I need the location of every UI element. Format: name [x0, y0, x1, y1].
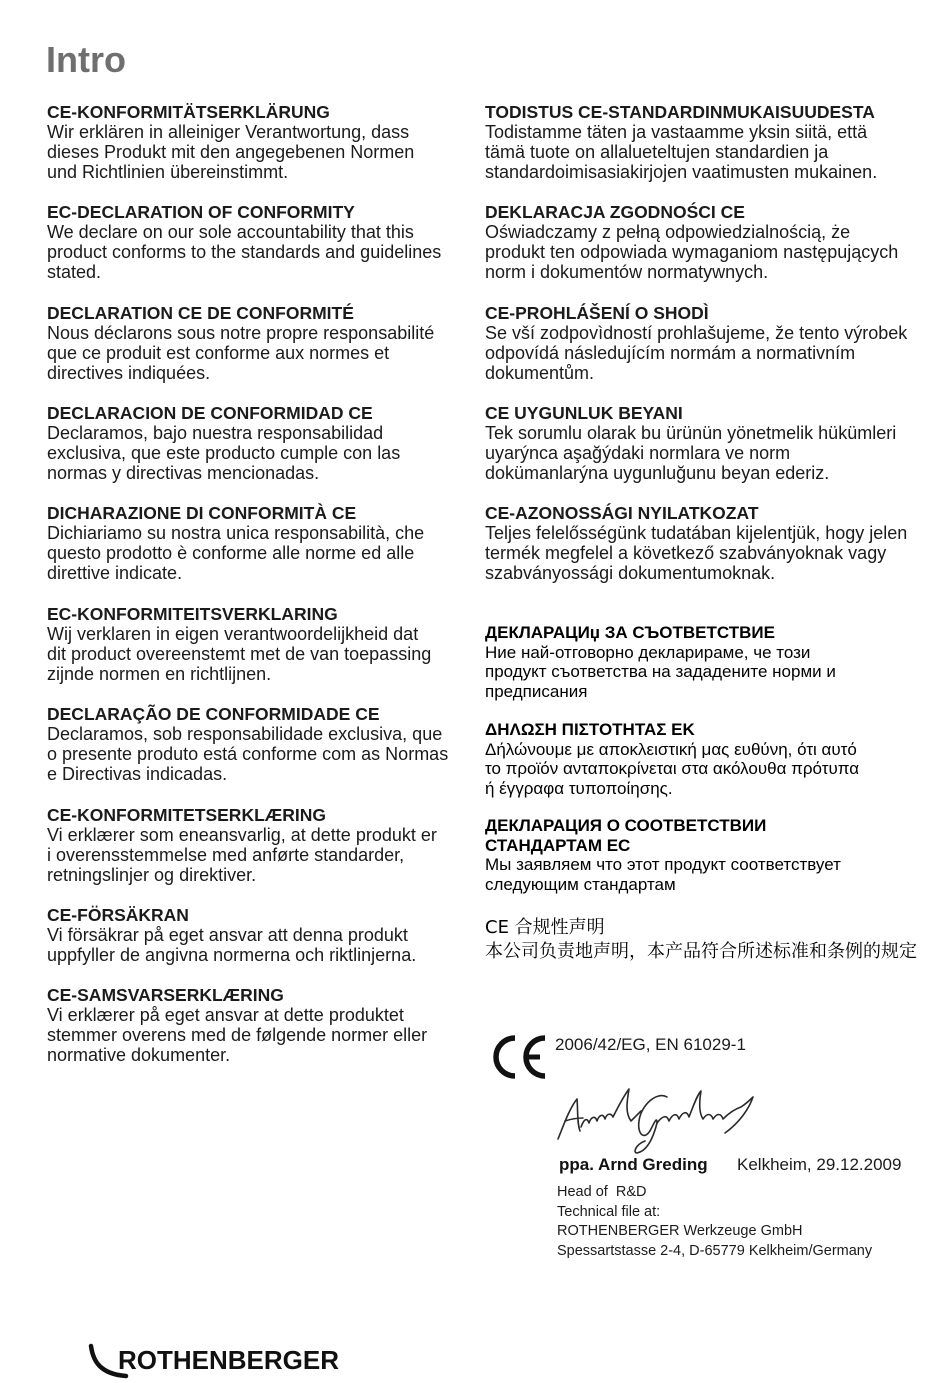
section-line: dieses Produkt mit den angegebenen Normen — [47, 142, 415, 162]
section-line: que ce produit est conforme aux normes et — [47, 343, 390, 363]
section-line: Dichiariamo su nostra unica responsabilità, che — [47, 523, 425, 543]
signatory-details — [557, 1183, 872, 1261]
section-line: normas y directivas mencionadas. — [47, 463, 320, 483]
declaration-pl — [485, 202, 898, 282]
section-line: Ние най-отговорно декларираме, че този — [485, 642, 811, 662]
standards-reference: 2006/42/EG, EN 61029-1 — [555, 1035, 746, 1054]
section-line: produkt ten odpowiada wymaganiom następujących — [485, 242, 899, 262]
section-line: dokümanlarýna uygunluğunu beyan ederiz. — [485, 463, 830, 483]
section-line: Wir erklären in alleiniger Verantwortung, dass — [47, 122, 410, 142]
signatory-detail-line: Spessartstasse 2-4, D-65779 Kelkheim/Germany — [557, 1242, 873, 1259]
section-line: Oświadczamy z pełną odpowiedzialnością, że — [485, 222, 851, 242]
section-line: Declaramos, bajo nuestra responsabilidad — [47, 423, 384, 443]
section-line: questo prodotto è conforme alle norme ed alle — [47, 543, 415, 563]
signature — [553, 1083, 758, 1158]
declaration-fr — [47, 303, 434, 383]
declaration-da — [47, 805, 437, 885]
declaration-de — [47, 102, 414, 182]
section-line: следующим стандартам — [485, 874, 676, 894]
section-line: tämä tuote on allalueteltujen standardien ja — [485, 142, 829, 162]
section-heading: DEKLARACJA ZGODNOŚCI CE — [485, 202, 745, 222]
section-line: dit product overeenstemt met de van toepassing — [47, 644, 432, 664]
signatory-place-date: Kelkheim, 29.12.2009 — [737, 1155, 902, 1174]
section-line: Vi erklærer på eget ansvar at dette produktet — [47, 1005, 404, 1025]
section-line: Todistamme täten ja vastaamme yksin siitä, että — [485, 122, 868, 142]
ce-mark-icon — [485, 1033, 549, 1081]
section-line: directives indiquées. — [47, 363, 211, 383]
declaration-cs — [485, 303, 907, 383]
section-heading: CE 合规性声明 — [485, 917, 605, 938]
section-line: product conforms to the standards and guidelines — [47, 242, 442, 262]
section-line: standardoimisasiakirjojen vaatimusten mukainen. — [485, 162, 878, 182]
declaration-bg — [485, 623, 836, 701]
section-heading: ΔΗΛΩΣΗ ΠΙΣΤΟΤΗΤΑΣ ΕΚ — [485, 720, 695, 739]
section-heading: DECLARAÇÃO DE CONFORMIDADE CE — [47, 704, 380, 724]
section-line: und Richtlinien übereinstimmt. — [47, 162, 289, 182]
section-line: i overensstemmelse med anførte standarder, — [47, 845, 405, 865]
section-line: Nous déclarons sous notre propre responsabilité — [47, 323, 435, 343]
section-line: ή έγγραφα τυποποίησης. — [485, 778, 673, 798]
section-heading: EC-KONFORMITEITSVERKLARING — [47, 604, 338, 624]
section-heading: DICHARAZIONE DI CONFORMITÀ CE — [47, 503, 357, 523]
section-line: Vi försäkrar på eget ansvar att denna produkt — [47, 925, 408, 945]
declaration-el — [485, 720, 859, 798]
declaration-ru — [485, 816, 841, 894]
section-line: Δήλώνουμε με αποκλειστική μας ευθύνη, ότι αυτό — [485, 739, 857, 759]
section-line: termék megfelel a következő szabványoknak vagy — [485, 543, 887, 563]
signatory-name: ppa. Arnd Greding — [559, 1155, 708, 1174]
section-line: normative dokumenter. — [47, 1045, 231, 1065]
section-heading: CE-KONFORMITETSERKLÆRING — [47, 805, 327, 825]
section-heading: CE-FÖRSÄKRAN — [47, 905, 189, 925]
section-line: exclusiva, que este producto cumple con las — [47, 443, 401, 463]
section-line: odpovídá následujícím normám a normativním — [485, 343, 856, 363]
section-line: zijnde normen en richtlijnen. — [47, 664, 272, 684]
section-heading: TODISTUS CE-STANDARDINMUKAISUUDESTA — [485, 102, 875, 122]
section-line: Мы заявляем что этот продукт соответствует — [485, 855, 841, 874]
declaration-no — [47, 985, 427, 1065]
section-heading: CE-SAMSVARSERKLÆRING — [47, 985, 284, 1005]
section-heading: CE-KONFORMITÄTSERKLÄRUNG — [47, 102, 330, 122]
declaration-fi — [485, 102, 877, 182]
section-heading: ДЕКЛАРАЦИЯ О СООТВЕТСТВИИ — [485, 816, 767, 835]
section-line: direttive indicate. — [47, 563, 183, 583]
section-line: предписания — [485, 681, 588, 701]
section-line: dokumentům. — [485, 363, 595, 383]
declaration-es — [47, 403, 400, 483]
signatory-detail-line: Technical file at: — [557, 1203, 661, 1220]
declaration-hu — [485, 503, 907, 583]
section-line: o presente produto está conforme com as Normas — [47, 744, 449, 764]
declaration-zh — [485, 916, 917, 964]
declaration-nl — [47, 604, 431, 684]
page-title: Intro — [46, 39, 126, 80]
section-heading: EC-DECLARATION OF CONFORMITY — [47, 202, 355, 222]
section-line: Teljes felelősségünk tudatában kijelentjük, hogy jelen — [485, 523, 908, 543]
section-heading: CE-PROHLÁŠENÍ O SHODÌ — [485, 303, 709, 323]
brand-logo-wordmark: ROTHENBERGER — [118, 1345, 340, 1375]
declaration-sv — [47, 905, 416, 965]
section-line: Wij verklaren in eigen verantwoordelijkheid dat — [47, 624, 419, 644]
declaration-pt — [47, 704, 448, 784]
section-line: stated. — [47, 262, 102, 282]
section-line: το προϊόν ανταποκρίνεται στα ακόλουθα πρότυπα — [485, 759, 860, 778]
signatory-detail-line: ROTHENBERGER Werkzeuge GmbH — [557, 1223, 803, 1239]
section-line: Vi erklærer som eneansvarlig, at dette produkt er — [47, 825, 437, 845]
section-heading: DECLARATION CE DE CONFORMITÉ — [47, 303, 354, 323]
section-line: Se vší zodpovìdností prohlašujeme, že tento výrobek — [485, 323, 908, 343]
section-heading: CE UYGUNLUK BEYANI — [485, 403, 683, 423]
section-line: e Directivas indicadas. — [47, 764, 228, 784]
section-line: szabványossági dokumentumoknak. — [485, 563, 776, 583]
declaration-tr — [485, 403, 896, 483]
section-heading: CE-AZONOSSÁGI NYILATKOZAT — [485, 503, 759, 523]
section-line: Declaramos, sob responsabilidade exclusiva, que — [47, 724, 443, 744]
section-line: uyarýnca aşağýdaki normlara ve norm — [485, 443, 791, 463]
signatory-detail-line: Head of R&D — [557, 1184, 647, 1200]
section-line: продукт съответства на зададените норми и — [485, 662, 836, 681]
section-heading: DECLARACION DE CONFORMIDAD CE — [47, 403, 373, 423]
section-line: uppfyller de angivna normerna och riktlinjerna. — [47, 945, 417, 965]
section-line: retningslinjer og direktiver. — [47, 865, 257, 885]
section-line: norm i dokumentów normatywnych. — [485, 262, 769, 282]
section-heading: ДЕКЛАРАЦИџ ЗА СЪОТВЕТСТВИЕ — [485, 623, 775, 642]
declaration-en — [47, 202, 441, 282]
section-line: 本公司负责地声明，本产品符合所述标准和条例的规定 — [485, 941, 917, 962]
section-heading: СТАНДАРТАМ ЕС — [485, 835, 631, 855]
section-line: We declare on our sole accountability that this — [47, 222, 414, 242]
section-line: Tek sorumlu olarak bu ürünün yönetmelik hükümleri — [485, 423, 897, 443]
section-line: stemmer overens med de følgende normer eller — [47, 1025, 428, 1045]
declaration-it — [47, 503, 424, 583]
